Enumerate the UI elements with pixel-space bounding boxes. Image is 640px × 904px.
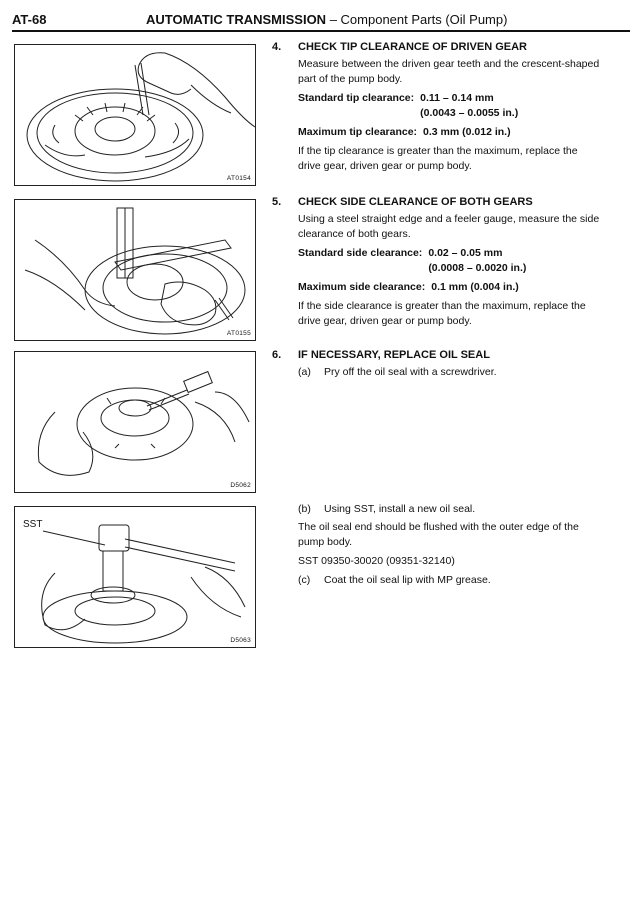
- sst-label: SST: [23, 519, 43, 530]
- step-note: If the side clearance is greater than the maximum, replace the drive gear, driven gear or pump body.: [298, 300, 586, 327]
- header-rule: [12, 30, 630, 32]
- step-number: 4.: [272, 41, 282, 53]
- spec-value-in: (0.0008 – 0.0020 in.): [428, 262, 527, 274]
- substep-c: [298, 573, 600, 588]
- substep-marker: (b): [298, 503, 311, 515]
- step-heading: CHECK TIP CLEARANCE OF DRIVEN GEAR: [298, 41, 527, 53]
- spec-value: 0.3 mm (0.012 in.): [423, 126, 511, 138]
- page-title-main: AUTOMATIC TRANSMISSION: [146, 12, 327, 27]
- spec-label: Maximum tip clearance:: [298, 126, 418, 138]
- spec-label: Standard side clearance:: [298, 247, 423, 259]
- substep-note: The oil seal end should be flushed with the outer edge of the pump body.: [298, 521, 579, 548]
- figure-code: AT0155: [226, 330, 251, 337]
- spec-value-in: (0.0043 – 0.0055 in.): [420, 107, 519, 119]
- maximum-spec: [298, 125, 600, 140]
- figure-side-clearance: [14, 199, 256, 341]
- spec-label: Maximum side clearance:: [298, 281, 426, 293]
- step-heading: IF NECESSARY, REPLACE OIL SEAL: [298, 349, 490, 361]
- page-header: [12, 10, 630, 34]
- substep-marker: (c): [298, 574, 311, 586]
- screwdriver-illustration: [15, 352, 255, 492]
- maximum-spec: [298, 280, 600, 295]
- spec-value-mm: 0.02 – 0.05 mm: [428, 247, 503, 259]
- step-6: [272, 348, 602, 398]
- substep-a: [298, 365, 600, 380]
- substep-text: Using SST, install a new oil seal.: [324, 503, 476, 515]
- figure-code: D5063: [230, 637, 251, 644]
- hammer-sst-illustration: [15, 507, 255, 647]
- figure-install-oil-seal: [14, 506, 256, 648]
- standard-spec: [298, 246, 600, 276]
- step-text: Measure between the driven gear teeth and the crescent-shaped part of the pump body.: [298, 58, 600, 85]
- figure-code: D5062: [230, 482, 251, 489]
- step-5: [272, 195, 602, 335]
- step-6-continued: [272, 502, 602, 602]
- page-title-sub: – Component Parts (Oil Pump): [329, 12, 508, 27]
- figure-pry-oil-seal: [14, 351, 256, 493]
- spec-label: Standard tip clearance:: [298, 92, 415, 104]
- substep-text: Coat the oil seal lip with MP grease.: [324, 574, 491, 586]
- figure-code: AT0154: [226, 175, 251, 182]
- sst-number: SST 09350-30020 (09351-32140): [298, 555, 455, 567]
- page-code: AT-68: [12, 12, 47, 27]
- figure-tip-clearance: [14, 44, 256, 186]
- substep-text: Pry off the oil seal with a screwdriver.: [324, 366, 497, 378]
- straight-edge-illustration: [15, 200, 255, 340]
- step-heading: CHECK SIDE CLEARANCE OF BOTH GEARS: [298, 196, 533, 208]
- spec-value: 0.1 mm (0.004 in.): [431, 281, 519, 293]
- step-note: If the tip clearance is greater than the maximum, replace the drive gear, driven gear or pump body.: [298, 145, 578, 172]
- step-number: 6.: [272, 349, 282, 361]
- substep-marker: (a): [298, 366, 311, 378]
- pump-gear-illustration: [15, 45, 255, 185]
- step-number: 5.: [272, 196, 282, 208]
- substep-b: [298, 502, 600, 517]
- spec-value-mm: 0.11 – 0.14 mm: [420, 92, 494, 104]
- standard-spec: [298, 91, 600, 121]
- page-title: [146, 12, 507, 27]
- step-4: [272, 40, 602, 180]
- step-text: Using a steel straight edge and a feeler gauge, measure the side clearance of both gears.: [298, 213, 600, 240]
